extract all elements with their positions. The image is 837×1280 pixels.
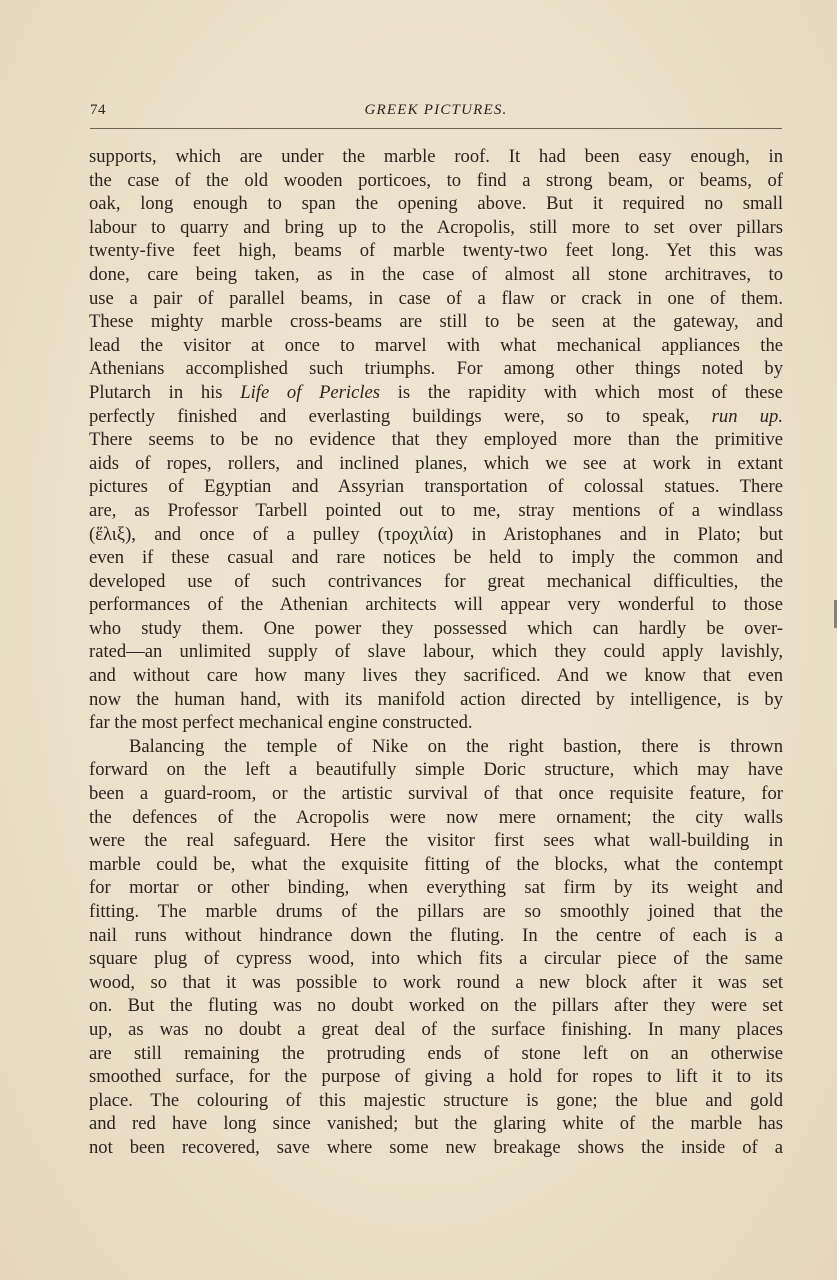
- text-line: the defences of the Acropolis were now mere ornament; the city walls: [89, 806, 783, 828]
- page-header: [90, 98, 782, 124]
- text-line: square plug of cypress wood, into which fits a circular piece of the same: [89, 948, 783, 970]
- text-line: the case of the old wooden porticoes, to find a strong beam, or beams, of: [89, 169, 783, 191]
- italic-phrase: Life of Pericles: [240, 381, 380, 403]
- running-title: GREEK PICTURES.: [364, 102, 508, 118]
- text-line: supports, which are under the marble roof. It had been easy enough, in: [89, 146, 783, 167]
- header-rule: [90, 128, 782, 129]
- text-line: oak, long enough to span the opening above. But it required no small: [89, 193, 783, 215]
- text-line: are, as Professor Tarbell pointed out to me, stray mentions of a windlass: [89, 499, 783, 521]
- text-line: These mighty marble cross-beams are still to be seen at the gateway, and: [89, 311, 783, 333]
- text-line: Athenians accomplished such triumphs. For among other things noted by: [89, 358, 783, 380]
- text-line: are still remaining the protruding ends of stone left on an otherwise: [89, 1042, 783, 1064]
- text-line: wood, so that it was possible to work round a new block after it was set: [89, 971, 783, 993]
- body-text: [89, 145, 783, 1160]
- text-line: up, as was no doubt a great deal of the surface finishing. In many places: [89, 1018, 783, 1040]
- text-line: who study them. One power they possessed which can hardly be over-: [89, 617, 783, 639]
- text-line: lead the visitor at once to marvel with what mechanical appliances the: [89, 334, 783, 356]
- text-line: performances of the Athenian architects will appear very wonderful to those: [89, 594, 783, 616]
- text-line: (ἕλιξ), and once of a pulley (τροχιλία) in Aristophanes and in Plato; but: [89, 523, 783, 545]
- text-line: been a guard-room, or the artistic survival of that once requisite feature, for: [89, 783, 783, 805]
- text-line: marble could be, what the exquisite fitting of the blocks, what the contempt: [89, 853, 783, 875]
- text-line: and red have long since vanished; but the glaring white of the marble has: [89, 1113, 783, 1135]
- text-line: for mortar or other binding, when everything sat firm by its weight and: [89, 877, 783, 899]
- text-line: were the real safeguard. Here the visitor first sees what wall-building in: [89, 830, 783, 852]
- text-line: pictures of Egyptian and Assyrian transportation of colossal statues. There: [89, 476, 783, 498]
- text-line: even if these casual and rare notices be held to imply the common and: [89, 547, 783, 569]
- text-line: Plutarch in his Life of Pericles is the rapidity with which most of these: [89, 381, 783, 403]
- text-line: place. The colouring of this majestic structure is gone; the blue and gold: [89, 1089, 783, 1111]
- text-line: and without care how many lives they sacrificed. And we know that even: [89, 665, 783, 687]
- text-line: Balancing the temple of Nike on the right bastion, there is thrown: [129, 735, 783, 757]
- text-line: labour to quarry and bring up to the Acropolis, still more to set over pillars: [89, 216, 783, 238]
- text-line: perfectly finished and everlasting buildings were, so to speak, run up.: [89, 405, 783, 427]
- italic-phrase: run up.: [711, 405, 783, 427]
- text-line: twenty-five feet high, beams of marble twenty-two feet long. Yet this was: [89, 240, 783, 262]
- text-line: on. But the fluting was no doubt worked on the pillars after they were set: [89, 995, 783, 1017]
- text-line: nail runs without hindrance down the fluting. In the centre of each is a: [89, 924, 783, 946]
- text-line: fitting. The marble drums of the pillars are so smoothly joined that the: [89, 901, 783, 922]
- text-line: far the most perfect mechanical engine constructed.: [89, 712, 473, 734]
- text-line: use a pair of parallel beams, in case of a flaw or crack in one of them.: [89, 287, 783, 309]
- text-line: There seems to be no evidence that they employed more than the primitive: [89, 429, 783, 451]
- text-line: now the human hand, with its manifold action directed by intelligence, is by: [89, 688, 783, 710]
- text-line: done, care being taken, as in the case of almost all stone architraves, to: [89, 263, 783, 285]
- text-line: rated—an unlimited supply of slave labour, which they could apply lavishly,: [89, 641, 783, 663]
- text-line: forward on the left a beautifully simple Doric structure, which may have: [89, 759, 783, 781]
- text-line: smoothed surface, for the purpose of giving a hold for ropes to lift it to its: [89, 1066, 783, 1088]
- text-line: developed use of such contrivances for great mechanical difficulties, the: [89, 570, 783, 592]
- page-number: 74: [90, 102, 106, 118]
- text-line: not been recovered, save where some new breakage shows the inside of a: [89, 1136, 783, 1158]
- text-line: aids of ropes, rollers, and inclined planes, which we see at work in extant: [89, 452, 783, 474]
